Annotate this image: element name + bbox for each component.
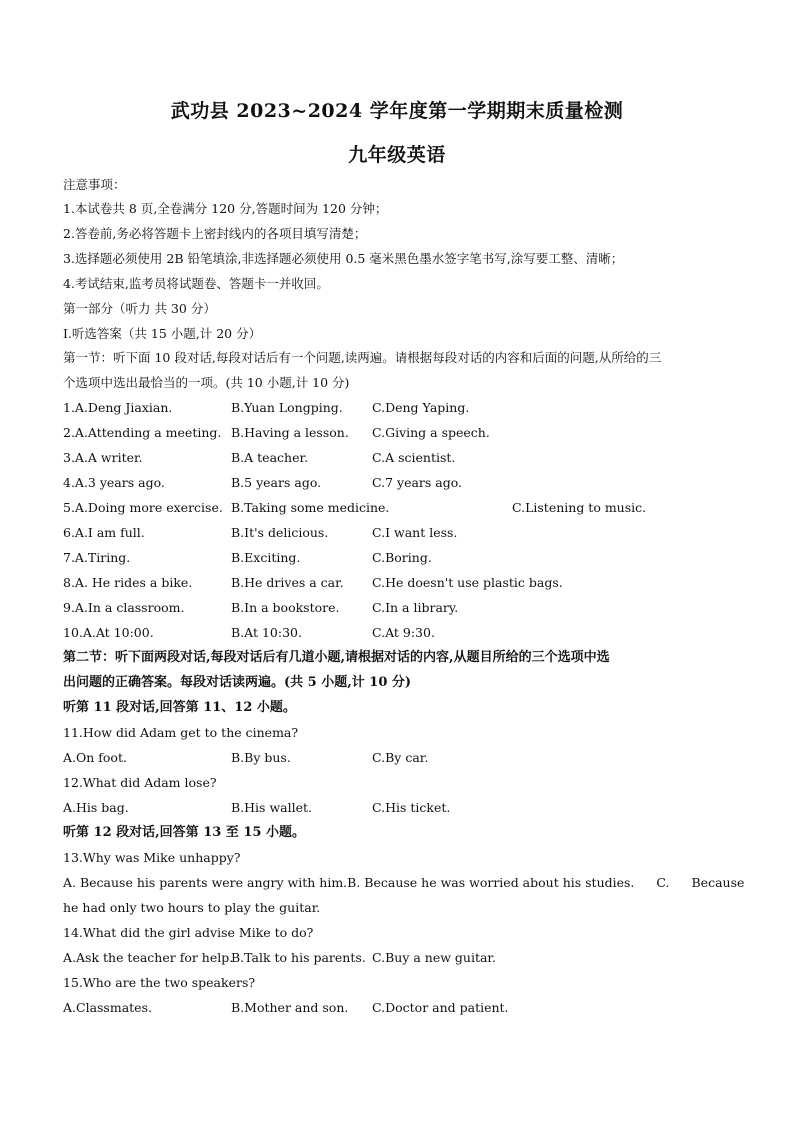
option-c: C.I want less. xyxy=(372,525,458,540)
option-b: B.5 years ago. xyxy=(231,475,322,490)
option-b: B.Having a lesson. xyxy=(231,425,349,440)
option-c: C.A scientist. xyxy=(372,450,456,465)
question-14-options xyxy=(63,950,733,966)
option-a: 1.A.Deng Jiaxian. xyxy=(63,400,173,415)
option-a: 3.A.A writer. xyxy=(63,450,143,465)
exam-title: 武功县 2023~2024 学年度第一学期期末质量检测 xyxy=(170,100,624,122)
option-c: C.In a library. xyxy=(372,600,459,615)
option-a: 6.A.I am full. xyxy=(63,525,145,540)
option-b: B.Mother and son. xyxy=(231,1000,349,1015)
question-row-7 xyxy=(63,550,733,566)
option-c: C.By car. xyxy=(372,750,429,765)
section2-instruction-line2: 出问题的正确答案。每段对话读两遍。(共 5 小题,计 10 分) xyxy=(63,675,412,690)
notes-heading: 注意事项： xyxy=(63,177,126,192)
question-11-options xyxy=(63,750,733,766)
option-b: B.In a bookstore. xyxy=(231,600,340,615)
option-b: B.A teacher. xyxy=(231,450,309,465)
option-a: 7.A.Tiring. xyxy=(63,550,131,565)
question-14: 14.What did the girl advise Mike to do? xyxy=(63,925,314,940)
section2-instruction-line1: 第二节：听下面两段对话,每段对话后有几道小题,请根据对话的内容,从题目所给的三个选项中选 xyxy=(63,650,610,665)
dialog-11-heading: 听第 11 段对话,回答第 11、12 小题。 xyxy=(63,700,296,715)
question-row-4 xyxy=(63,475,733,491)
option-b: B.Taking some medicine. xyxy=(231,500,390,515)
question-12-options xyxy=(63,800,733,816)
section-i-heading: I.听选答案（共 15 小题,计 20 分） xyxy=(63,326,262,341)
option-c: C.His ticket. xyxy=(372,800,451,815)
question-15-options xyxy=(63,1000,733,1016)
option-c: C.At 9:30. xyxy=(372,625,435,640)
section1-instruction-line1: 第一节：听下面 10 段对话,每段对话后有一个问题,读两遍。请根据每段对话的内容和后面的问题,从所给的三 xyxy=(63,350,662,365)
option-a: A. Because his parents were angry with him. xyxy=(63,875,348,890)
option-b: B.Talk to his parents. xyxy=(231,950,366,965)
option-c: C.Listening to music. xyxy=(512,500,647,515)
option-b: B.His wallet. xyxy=(231,800,312,815)
section1-instruction-line2: 个选项中选出最恰当的一项。(共 10 小题,计 10 分) xyxy=(63,375,350,390)
question-row-9 xyxy=(63,600,733,616)
part1-heading: 第一部分（听力 共 30 分） xyxy=(63,301,216,316)
option-b: B.By bus. xyxy=(231,750,291,765)
option-a: 4.A.3 years ago. xyxy=(63,475,165,490)
note-item-2: 2.答卷前,务必将答题卡上密封线内的各项目填写清楚； xyxy=(63,226,367,241)
dialog-12-heading: 听第 12 段对话,回答第 13 至 15 小题。 xyxy=(63,825,305,840)
option-c: C.7 years ago. xyxy=(372,475,463,490)
question-row-6 xyxy=(63,525,733,541)
question-row-2 xyxy=(63,425,733,441)
option-c-continuation: he had only two hours to play the guitar. xyxy=(63,900,321,915)
option-b: B.Yuan Longping. xyxy=(231,400,343,415)
question-11: 11.How did Adam get to the cinema? xyxy=(63,725,299,740)
option-c: C.Doctor and patient. xyxy=(372,1000,509,1015)
note-item-1: 1.本试卷共 8 页,全卷满分 120 分,答题时间为 120 分钟； xyxy=(63,201,388,216)
note-item-3: 3.选择题必须使用 2B 铅笔填涂,非选择题必须使用 0.5 毫米黑色墨水签字笔书写,涂写要工整、清晰； xyxy=(63,251,624,266)
option-a: 10.A.At 10:00. xyxy=(63,625,154,640)
option-b: B.It's delicious. xyxy=(231,525,329,540)
question-row-5 xyxy=(63,500,733,516)
option-b: B. Because he was worried about his studies. xyxy=(347,875,635,890)
option-a: A.His bag. xyxy=(63,800,129,815)
option-a: 8.A. He rides a bike. xyxy=(63,575,193,590)
option-a: 9.A.In a classroom. xyxy=(63,600,185,615)
option-b: B.Exciting. xyxy=(231,550,301,565)
option-a: A.Ask the teacher for help. xyxy=(63,950,234,965)
option-a: 5.A.Doing more exercise. xyxy=(63,500,223,515)
option-c: C.Buy a new guitar. xyxy=(372,950,497,965)
option-c: C.He doesn't use plastic bags. xyxy=(372,575,563,590)
option-b: B.At 10:30. xyxy=(231,625,302,640)
question-13-options xyxy=(63,875,745,891)
option-c-label: C. xyxy=(656,875,670,890)
question-row-1 xyxy=(63,400,733,416)
option-c: C.Deng Yaping. xyxy=(372,400,470,415)
question-row-10 xyxy=(63,625,733,641)
question-15: 15.Who are the two speakers? xyxy=(63,975,256,990)
question-12: 12.What did Adam lose? xyxy=(63,775,217,790)
note-item-4: 4.考试结束,监考员将试题卷、答题卡一并收回。 xyxy=(63,276,329,291)
exam-subtitle: 九年级英语 xyxy=(348,144,446,166)
option-a: A.On foot. xyxy=(63,750,127,765)
option-a: 2.A.Attending a meeting. xyxy=(63,425,222,440)
option-a: A.Classmates. xyxy=(63,1000,152,1015)
question-row-8 xyxy=(63,575,733,591)
question-row-3 xyxy=(63,450,733,466)
option-c: C.Giving a speech. xyxy=(372,425,490,440)
option-c-start: Because xyxy=(691,875,745,890)
option-c: C.Boring. xyxy=(372,550,432,565)
question-13: 13.Why was Mike unhappy? xyxy=(63,850,241,865)
option-b: B.He drives a car. xyxy=(231,575,344,590)
